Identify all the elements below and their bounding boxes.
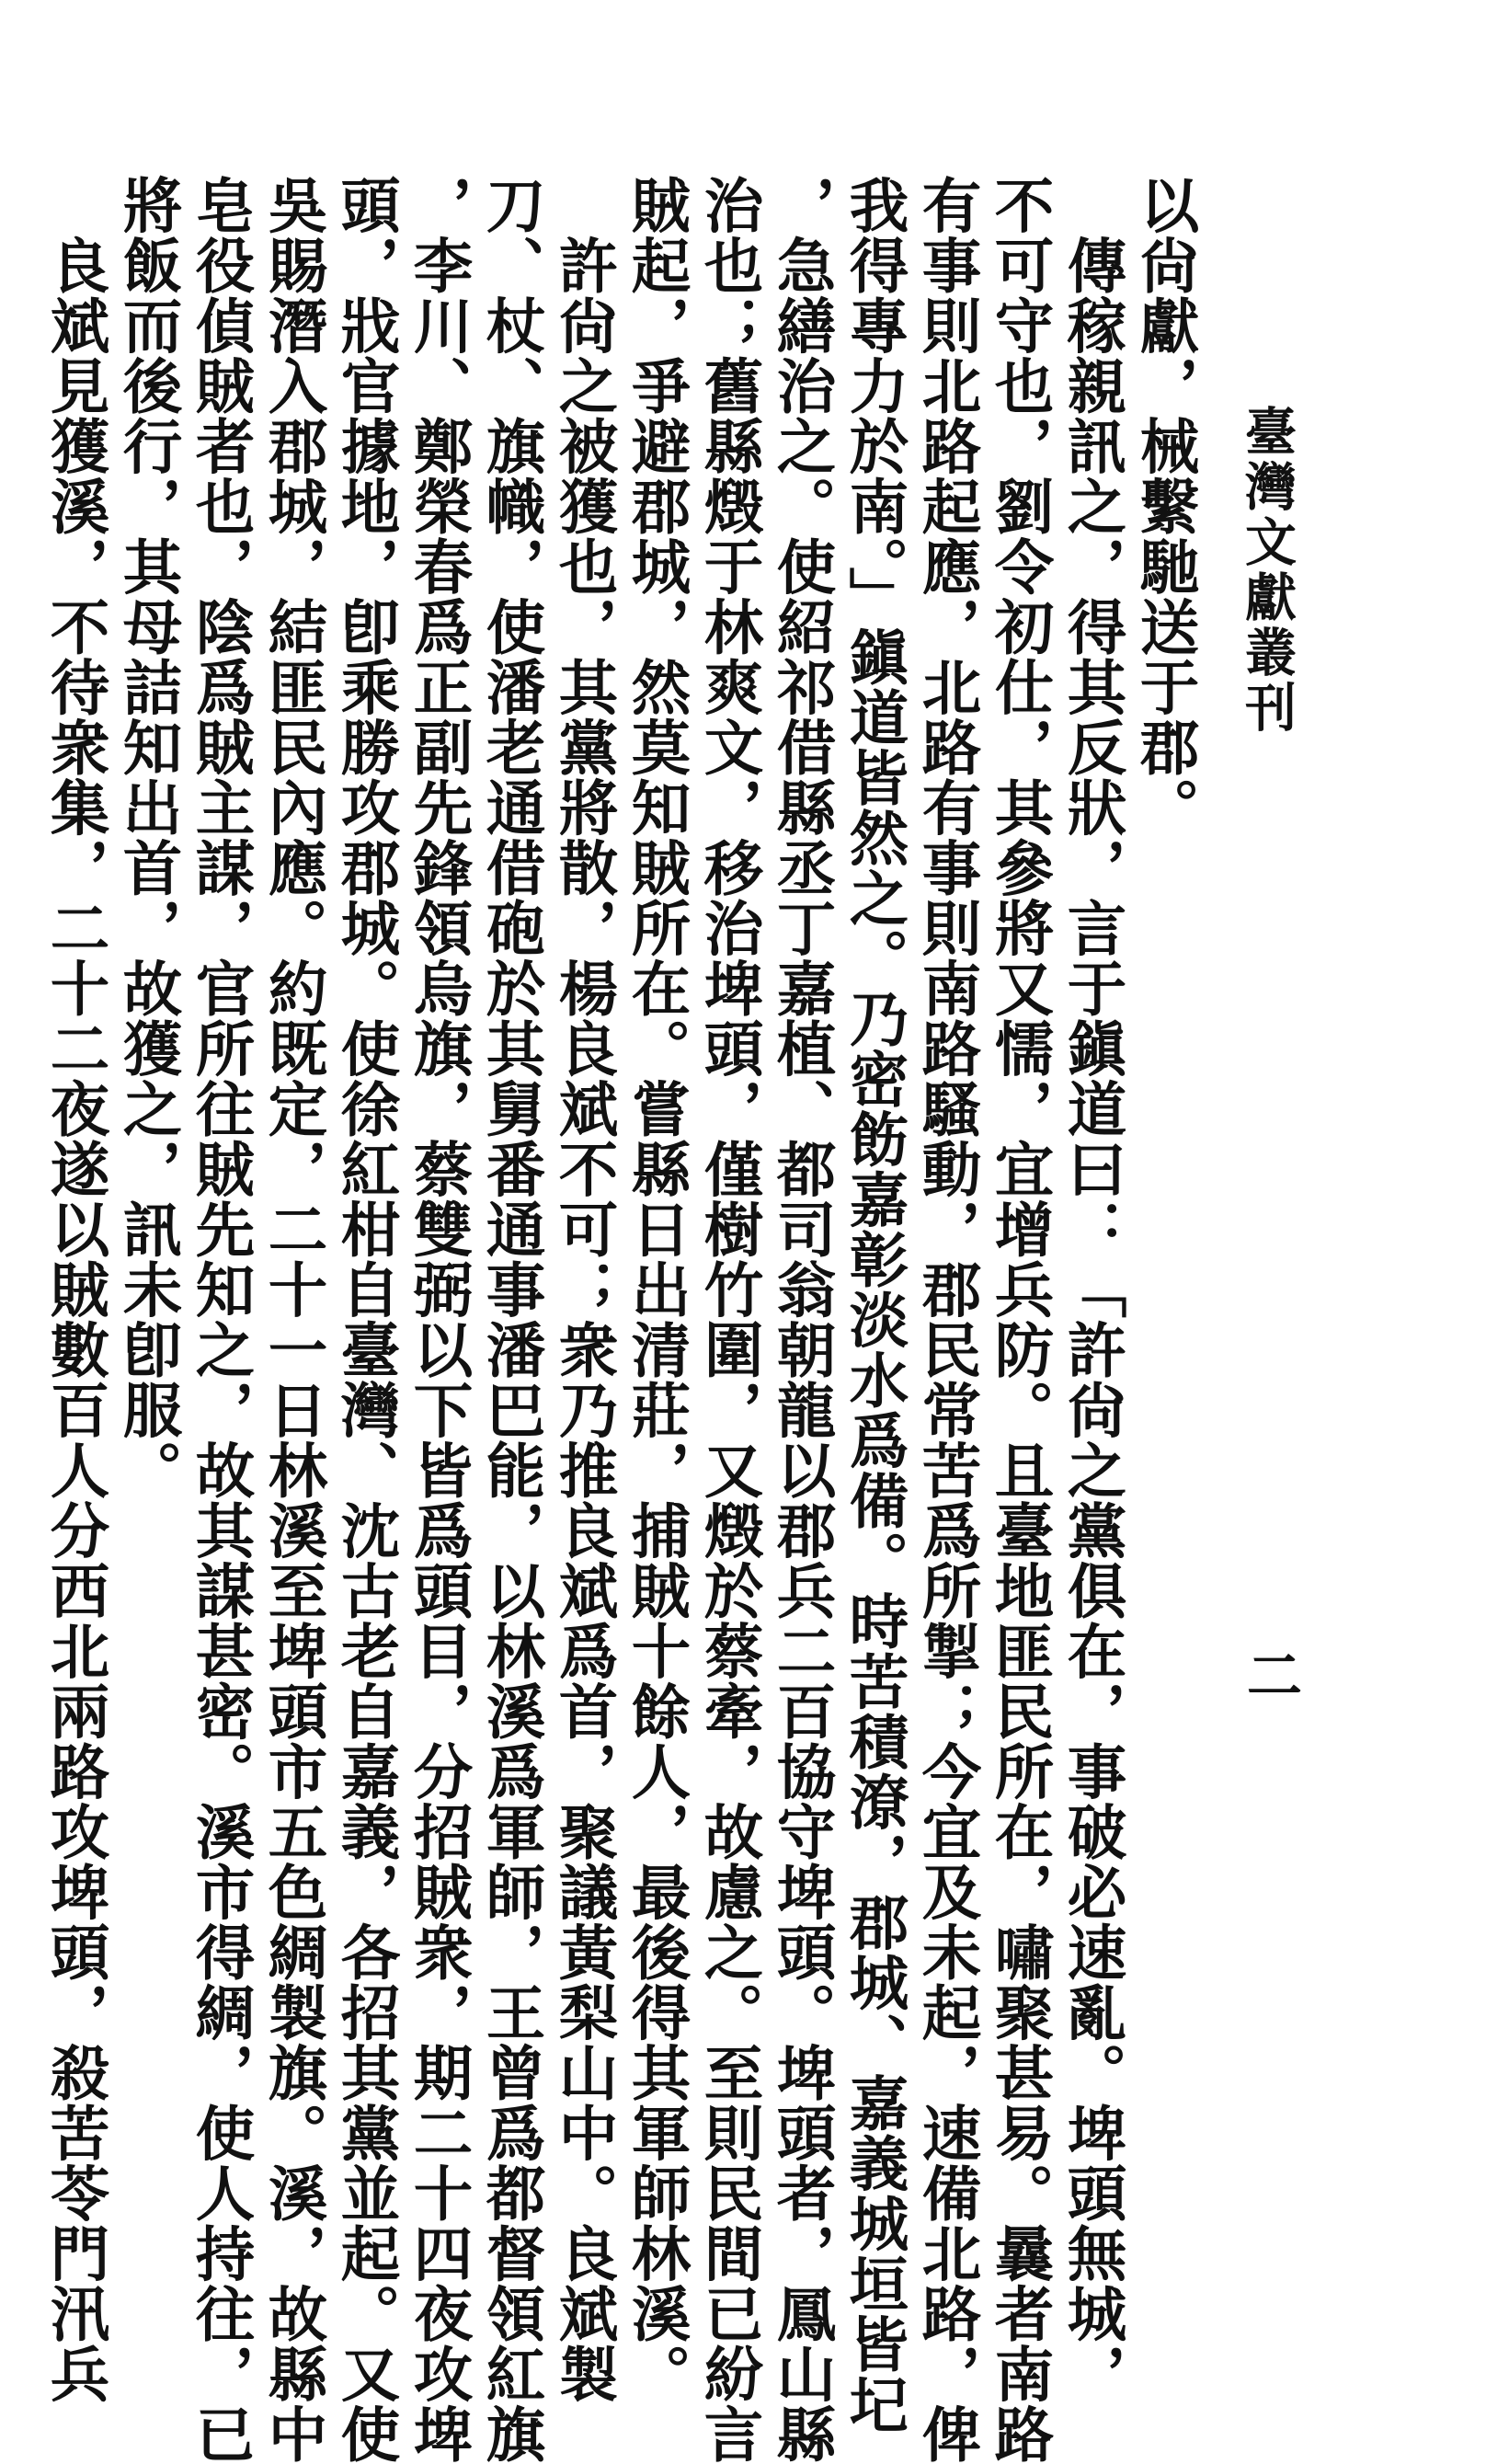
text-column-2: 傳稼親訊之，得其反狀，言于鎭道曰：「許尙之黨俱在，事破必速亂。埤頭無城， bbox=[1057, 175, 1127, 2404]
text-column-12: 頭，戕官據地，卽乘勝攻郡城。使徐紅柑自臺灣、沈古老自嘉義，各招其黨並起。又使 bbox=[331, 175, 401, 2464]
text-column-1: 以尙獻，械繫馳送于郡。 bbox=[1130, 175, 1200, 838]
text-column-3: 不可守也，劉令初仕，其參將又懦，宜增兵防。且臺地匪民所在，嘯聚甚易。曩者南路 bbox=[985, 175, 1055, 2464]
text-column-9: 許尙之被獲也，其黨將散，楊良斌不可；衆乃推良斌爲首，聚議黃梨山中。良斌製 bbox=[549, 175, 619, 2404]
text-column-13: 吳賜潛入郡城，結匪民內應。約既定，二十一日林溪至埤頭市五色綢製旗。溪，故縣中 bbox=[258, 175, 328, 2464]
text-column-8: 賊起，爭避郡城，然莫知賊所在。嘗縣日出清莊，捕賊十餘人，最後得其軍師林溪。 bbox=[622, 175, 692, 2404]
text-column-15: 將飯而後行，其母詰知出首，故獲之，訊未卽服。 bbox=[113, 175, 183, 1500]
text-column-16: 良斌見獲溪，不待衆集，二十二夜遂以賊數百人分西北兩路攻埤頭，殺苦苓門汛兵 bbox=[40, 175, 110, 2404]
page-number: 二 bbox=[1238, 1646, 1302, 1702]
text-column-10: 刀、杖、旗幟，使潘老通借砲於其舅番通事潘巴能，以林溪爲軍師，王曾爲都督領紅旗 bbox=[476, 175, 546, 2464]
running-header: 臺灣文獻叢刊 bbox=[1237, 405, 1297, 736]
text-column-11: ，李川、鄭榮春爲正副先鋒領烏旗，蔡雙弼以下皆爲頭目，分招賊衆，期二十四夜攻埤 bbox=[404, 175, 474, 2464]
text-column-14: 皂役偵賊者也，陰爲賊主謀，官所往賊先知之，故其謀甚密。溪市得綢，使人持往，已 bbox=[186, 175, 256, 2464]
text-column-7: 治也；舊縣燬于林爽文，移治埤頭，僅樹竹圍，又燬於蔡牽，故慮之。至則民間已紛言 bbox=[694, 175, 764, 2464]
body-text bbox=[39, 175, 1201, 2464]
text-column-6: ，急繕治之。使紹祁借縣丞丁嘉植、都司翁朝龍以郡兵二百協守埤頭。埤頭者，鳳山縣 bbox=[767, 175, 837, 2464]
text-column-4: 有事則北路起應，北路有事則南路騷動，郡民常苦爲所掣；今宜及未起，速備北路，俾 bbox=[912, 175, 982, 2464]
text-column-5: 我得專力於南。」鎭道皆然之。乃密飭嘉彰淡水爲備。時苦積潦，郡城、嘉義城垣皆圮 bbox=[840, 175, 909, 2435]
